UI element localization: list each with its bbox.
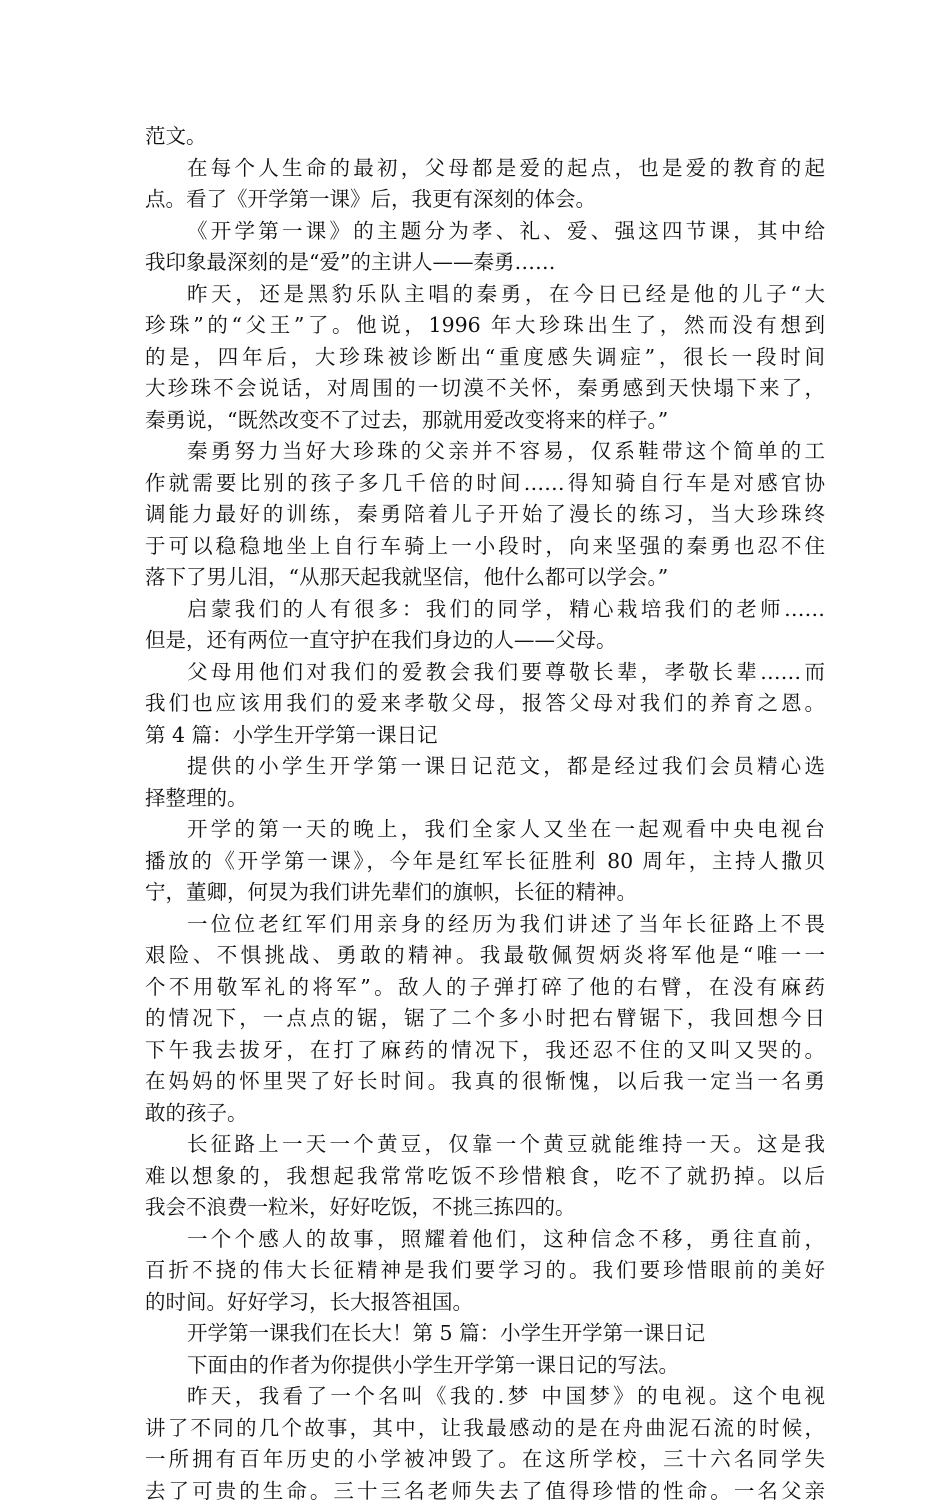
text-line: 秦勇努力当好大珍珠的父亲并不容易，仅系鞋带这个简单的工 <box>145 436 825 468</box>
text-line: 讲了不同的几个故事，其中，让我最感动的是在舟曲泥石流的时候， <box>145 1413 825 1445</box>
text-line: 《开学第一课》的主题分为孝、礼、爱、强这四节课，其中给 <box>145 216 825 248</box>
text-line: 范文。 <box>145 121 825 153</box>
text-line: 于可以稳稳地坐上自行车骑上一小段时，向来坚强的秦勇也忍不住 <box>145 531 825 563</box>
text-line: 下午我去拔牙，在打了麻药的情况下，我还忍不住的又叫又哭的。 <box>145 1035 825 1067</box>
text-line: 播放的《开学第一课》，今年是红军长征胜利 80 周年，主持人撒贝 <box>145 846 825 878</box>
text-line: 的情况下，一点点的锯，锯了二个多小时把右臂锯下，我回想今日 <box>145 1003 825 1035</box>
text-line: 长征路上一天一个黄豆，仅靠一个黄豆就能维持一天。这是我 <box>145 1129 825 1161</box>
text-line: 珍珠”的“父王”了。他说，1996 年大珍珠出生了，然而没有想到 <box>145 310 825 342</box>
text-line: 百折不挠的伟大长征精神是我们要学习的。我们要珍惜眼前的美好 <box>145 1255 825 1287</box>
text-line: 敢的孩子。 <box>145 1098 825 1130</box>
text-line: 难以想象的，我想起我常常吃饭不珍惜粮食，吃不了就扔掉。以后 <box>145 1161 825 1193</box>
text-line: 的时间。好好学习，长大报答祖国。 <box>145 1287 825 1319</box>
text-line: 一所拥有百年历史的小学被冲毁了。在这所学校，三十六名同学失 <box>145 1444 825 1476</box>
text-line: 秦勇说，“既然改变不了过去，那就用爱改变将来的样子。” <box>145 405 825 437</box>
text-line: 去了可贵的生命。三十三名老师失去了值得珍惜的性命。一名父亲 <box>145 1476 825 1507</box>
text-line: 启蒙我们的人有很多：我们的同学，精心栽培我们的老师…… <box>145 594 825 626</box>
text-line: 点。看了《开学第一课》后，我更有深刻的体会。 <box>145 184 825 216</box>
text-line: 一个个感人的故事，照耀着他们，这种信念不移，勇往直前， <box>145 1224 825 1256</box>
text-line: 提供的小学生开学第一课日记范文，都是经过我们会员精心选 <box>145 751 825 783</box>
text-line: 在每个人生命的最初，父母都是爱的起点，也是爱的教育的起 <box>145 153 825 185</box>
text-line: 落下了男儿泪，“从那天起我就坚信，他什么都可以学会。” <box>145 562 825 594</box>
text-line: 调能力最好的训练，秦勇陪着儿子开始了漫长的练习，当大珍珠终 <box>145 499 825 531</box>
text-line: 父母用他们对我们的爱教会我们要尊敬长辈，孝敬长辈……而 <box>145 657 825 689</box>
text-line: 的是，四年后，大珍珠被诊断出“重度感失调症”，很长一段时间 <box>145 342 825 374</box>
text-line: 个不用敬军礼的将军”。敌人的子弹打碎了他的右臂，在没有麻药 <box>145 972 825 1004</box>
text-line: 开学第一课我们在长大！第 5 篇：小学生开学第一课日记 <box>145 1318 825 1350</box>
text-line: 我会不浪费一粒米，好好吃饭，不挑三拣四的。 <box>145 1192 825 1224</box>
text-line: 在妈妈的怀里哭了好长时间。我真的很惭愧，以后我一定当一名勇 <box>145 1066 825 1098</box>
text-line: 第 4 篇：小学生开学第一课日记 <box>145 720 825 752</box>
text-line: 作就需要比别的孩子多几千倍的时间……得知骑自行车是对感官协 <box>145 468 825 500</box>
text-line: 昨天，还是黑豹乐队主唱的秦勇，在今日已经是他的儿子“大 <box>145 279 825 311</box>
text-line: 艰险、不惧挑战、勇敢的精神。我最敬佩贺炳炎将军他是“唯一一 <box>145 940 825 972</box>
text-line: 开学的第一天的晚上，我们全家人又坐在一起观看中央电视台 <box>145 814 825 846</box>
text-line: 我们也应该用我们的爱来孝敬父母，报答父母对我们的养育之恩。 <box>145 688 825 720</box>
text-line: 下面由的作者为你提供小学生开学第一课日记的写法。 <box>145 1350 825 1382</box>
text-line: 宁，董卿，何炅为我们讲先辈们的旗帜，长征的精神。 <box>145 877 825 909</box>
text-line: 昨天，我看了一个名叫《我的.梦 中国梦》的电视。这个电视 <box>145 1381 825 1413</box>
document-page <box>145 121 825 1507</box>
text-line: 择整理的。 <box>145 783 825 815</box>
text-line: 大珍珠不会说话，对周围的一切漠不关怀，秦勇感到天快塌下来了， <box>145 373 825 405</box>
text-line: 我印象最深刻的是“爱”的主讲人——秦勇…… <box>145 247 825 279</box>
text-line: 一位位老红军们用亲身的经历为我们讲述了当年长征路上不畏 <box>145 909 825 941</box>
text-line: 但是，还有两位一直守护在我们身边的人——父母。 <box>145 625 825 657</box>
